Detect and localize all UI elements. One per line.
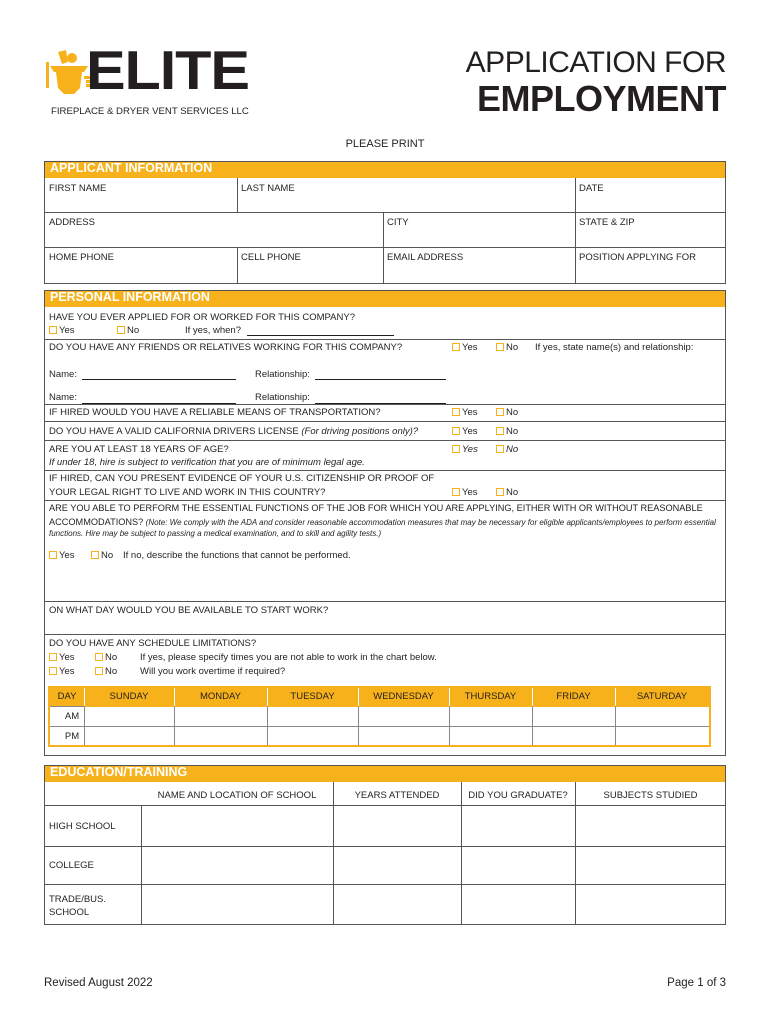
title-line-1: APPLICATION FOR	[465, 46, 726, 79]
question-age: ARE YOU AT LEAST 18 YEARS OF AGE?	[49, 444, 229, 455]
logo-wordmark: ELITE	[86, 39, 249, 101]
education-header-school: NAME AND LOCATION OF SCHOOL	[157, 790, 317, 801]
checkbox-icon	[452, 488, 460, 496]
name-label-2: Name:	[49, 392, 77, 403]
question-license: DO YOU HAVE A VALID CALIFORNIA DRIVERS LICENSE (For driving positions only)?	[49, 426, 419, 437]
checkbox-icon	[452, 445, 460, 453]
name-label-1: Name:	[49, 369, 77, 380]
question-transportation: IF HIRED WOULD YOU HAVE A RELIABLE MEANS OF TRANSPORTATION?	[49, 407, 381, 418]
worked-no-option[interactable]: No	[117, 325, 139, 336]
education-header-graduate: DID YOU GRADUATE?	[468, 790, 568, 801]
schedule-row-pm: PM	[64, 731, 80, 742]
if-no-describe-label: If no, describe the functions that cannot be performed.	[123, 550, 351, 561]
schedule-header-wednesday: WEDNESDAY	[373, 691, 434, 702]
checkbox-icon	[49, 653, 57, 661]
age-note: If under 18, hire is subject to verification that you are of minimum legal age.	[49, 457, 365, 468]
education-section-heading: EDUCATION/TRAINING	[44, 765, 726, 782]
question-citizenship-2: YOUR LEGAL RIGHT TO LIVE AND WORK IN THIS COUNTRY?	[49, 487, 326, 498]
education-row-college: COLLEGE	[49, 860, 94, 871]
friends-yes-option[interactable]: Yes	[452, 342, 478, 353]
overtime-question: Will you work overtime if required?	[140, 666, 286, 677]
overtime-yes-option[interactable]: Yes	[49, 666, 75, 677]
relationship-label-2: Relationship:	[255, 392, 310, 403]
home-phone-field[interactable]: HOME PHONE	[49, 252, 114, 263]
position-field[interactable]: POSITION APPLYING FOR	[579, 252, 697, 263]
schedule-header-sunday: SUNDAY	[109, 691, 149, 702]
question-essential-functions: ARE YOU ABLE TO PERFORM THE ESSENTIAL FUNCTIONS OF THE JOB FOR WHICH YOU ARE APPLYING, EITHER WITH OR WITHOUT REASONABLE	[49, 503, 703, 513]
schedule-header-saturday: SATURDAY	[636, 691, 688, 702]
schedule-row-am: AM	[64, 711, 80, 722]
checkbox-icon	[91, 551, 99, 559]
schedule-no-option[interactable]: No	[95, 652, 117, 663]
personal-section-heading: PERSONAL INFORMATION	[44, 290, 726, 307]
if-yes-state-label: If yes, state name(s) and relationship:	[535, 342, 694, 353]
schedule-header-thursday: THURSDAY	[464, 691, 517, 702]
checkbox-icon	[117, 326, 125, 334]
state-zip-field[interactable]: STATE & ZIP	[579, 217, 635, 228]
functions-no-option[interactable]: No	[91, 550, 113, 561]
revised-date: Revised August 2022	[44, 977, 153, 989]
education-row-high-school: HIGH SCHOOL	[49, 821, 116, 832]
worked-yes-option[interactable]: Yes	[49, 325, 75, 336]
checkbox-icon	[496, 343, 504, 351]
checkbox-icon	[95, 653, 103, 661]
question-start-day: ON WHAT DAY WOULD YOU BE AVAILABLE TO START WORK?	[49, 605, 329, 616]
functions-note: ACCOMMODATIONS? (Note: We comply with the ADA and consider reasonable accommodation measures that may be necessary for eligible applicants/employees to perform essential functions. Hire may be subject to passing a medical examination, and to skill and agility tests.)	[49, 517, 716, 538]
transport-no-option[interactable]: No	[496, 407, 518, 418]
functions-yes-option[interactable]: Yes	[49, 550, 75, 561]
if-yes-when-label: If yes, when?	[185, 325, 241, 336]
transport-yes-option[interactable]: Yes	[452, 407, 478, 418]
overtime-no-option[interactable]: No	[95, 666, 117, 677]
age-no-option[interactable]: No	[496, 444, 518, 455]
checkbox-icon	[49, 551, 57, 559]
address-field[interactable]: ADDRESS	[49, 217, 95, 228]
please-print: PLEASE PRINT	[345, 138, 425, 150]
question-schedule: DO YOU HAVE ANY SCHEDULE LIMITATIONS?	[49, 638, 257, 649]
last-name-field[interactable]: LAST NAME	[241, 183, 295, 194]
education-header-years: YEARS ATTENDED	[354, 790, 440, 801]
cell-phone-field[interactable]: CELL PHONE	[241, 252, 301, 263]
checkbox-icon	[452, 427, 460, 435]
license-no-option[interactable]: No	[496, 426, 518, 437]
title-line-2: EMPLOYMENT	[476, 78, 726, 119]
education-header-subjects: SUBJECTS STUDIED	[603, 790, 698, 801]
email-field[interactable]: EMAIL ADDRESS	[387, 252, 464, 263]
worked-when-line[interactable]	[247, 335, 394, 336]
friends-no-option[interactable]: No	[496, 342, 518, 353]
checkbox-icon	[95, 667, 103, 675]
company-logo	[44, 39, 249, 120]
schedule-header-monday: MONDAY	[200, 691, 241, 702]
question-friends-relatives: DO YOU HAVE ANY FRIENDS OR RELATIVES WORKING FOR THIS COMPANY?	[49, 342, 403, 353]
question-worked-before: HAVE YOU EVER APPLIED FOR OR WORKED FOR THIS COMPANY?	[49, 312, 355, 323]
citizen-yes-option[interactable]: Yes	[452, 487, 478, 498]
relationship-line-2[interactable]	[315, 403, 446, 404]
checkbox-icon	[496, 445, 504, 453]
age-yes-option[interactable]: Yes	[452, 444, 478, 455]
relationship-label-1: Relationship:	[255, 369, 310, 380]
education-row-trade: TRADE/BUS. SCHOOL	[49, 894, 107, 918]
education-section-border	[44, 765, 726, 925]
page-number: Page 1 of 3	[667, 977, 726, 989]
question-citizenship-1: IF HIRED, CAN YOU PRESENT EVIDENCE OF YOUR U.S. CITIZENSHIP OR PROOF OF	[49, 473, 435, 484]
checkbox-icon	[496, 488, 504, 496]
relationship-line-1[interactable]	[315, 379, 446, 380]
city-field[interactable]: CITY	[387, 217, 409, 228]
applicant-section-heading: APPLICANT INFORMATION	[44, 161, 726, 178]
checkbox-icon	[452, 408, 460, 416]
name-line-2[interactable]	[82, 403, 236, 404]
schedule-header-day: DAY	[57, 691, 77, 702]
checkbox-icon	[496, 427, 504, 435]
checkbox-icon	[496, 408, 504, 416]
schedule-header-tuesday: TUESDAY	[290, 691, 335, 702]
checkbox-icon	[49, 326, 57, 334]
logo-subtitle: FIREPLACE & DRYER VENT SERVICES LLC	[51, 106, 249, 117]
checkbox-icon	[49, 667, 57, 675]
schedule-header-friday: FRIDAY	[556, 691, 591, 702]
license-yes-option[interactable]: Yes	[452, 426, 478, 437]
first-name-field[interactable]: FIRST NAME	[49, 183, 107, 194]
citizen-no-option[interactable]: No	[496, 487, 518, 498]
name-line-1[interactable]	[82, 379, 236, 380]
date-field[interactable]: DATE	[579, 183, 604, 194]
checkbox-icon	[452, 343, 460, 351]
schedule-note: If yes, please specify times you are not able to work in the chart below.	[140, 652, 437, 663]
schedule-yes-option[interactable]: Yes	[49, 652, 75, 663]
